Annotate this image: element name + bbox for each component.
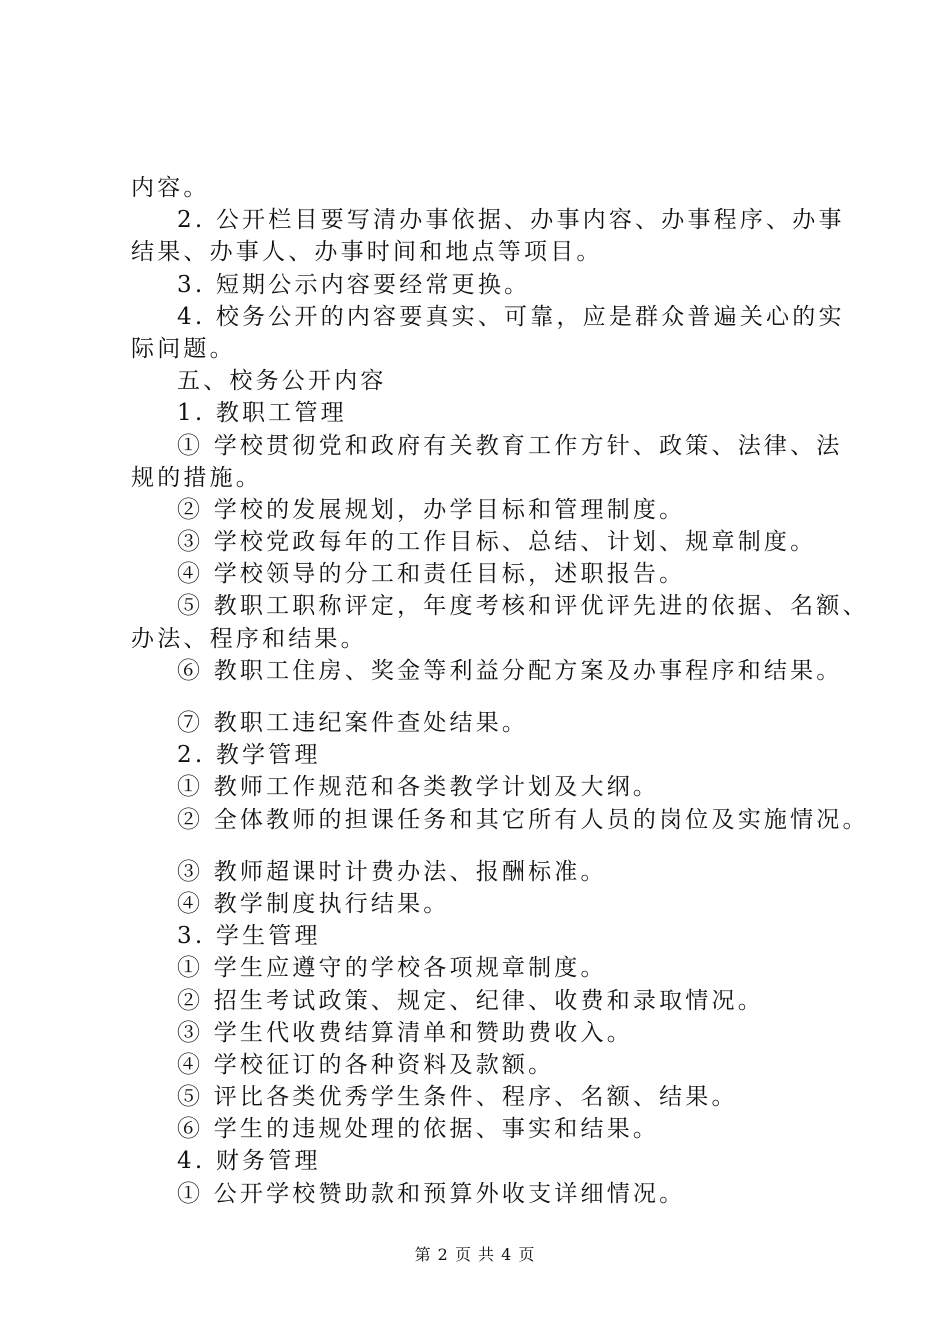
text-line: ⑤ 评比各类优秀学生条件、程序、名额、结果。 bbox=[177, 1084, 738, 1111]
text-line: ③ 学校党政每年的工作目标、总结、计划、规章制度。 bbox=[177, 529, 817, 556]
text-line: 五、校务公开内容 bbox=[177, 368, 387, 395]
text-line: ② 全体教师的担课任务和其它所有人员的岗位及实施情况。 bbox=[177, 806, 869, 833]
text-line: 规的措施。 bbox=[131, 464, 262, 491]
text-line: 2. 教学管理 bbox=[177, 742, 321, 769]
document-body bbox=[131, 172, 869, 1210]
text-line: ④ 学校领导的分工和责任目标，述职报告。 bbox=[177, 561, 686, 588]
text-line: 办法、程序和结果。 bbox=[131, 625, 367, 652]
text-line: ⑥ 教职工住房、奖金等利益分配方案及办事程序和结果。 bbox=[177, 657, 843, 684]
text-line: 3. 学生管理 bbox=[177, 923, 321, 950]
text-line: 内容。 bbox=[131, 175, 210, 201]
text-line: ① 教师工作规范和各类教学计划及大纲。 bbox=[177, 774, 660, 801]
text-line: ① 学生应遵守的学校各项规章制度。 bbox=[177, 955, 607, 982]
text-line: ⑦ 教职工违纪案件查处结果。 bbox=[177, 710, 529, 736]
text-line: ② 学校的发展规划，办学目标和管理制度。 bbox=[177, 496, 686, 523]
text-line: 结果、办事人、办事时间和地点等项目。 bbox=[131, 239, 603, 266]
text-line: ① 学校贯彻党和政府有关教育工作方针、政策、法律、法 bbox=[177, 432, 843, 459]
blank-line bbox=[131, 836, 851, 856]
text-line: ⑥ 学生的违规处理的依据、事实和结果。 bbox=[177, 1116, 660, 1143]
text-line: ④ 学校征订的各种资料及款额。 bbox=[177, 1051, 555, 1078]
text-line: ⑤ 教职工职称评定，年度考核和评优评先进的依据、名额、 bbox=[177, 593, 869, 620]
text-line: 4. 财务管理 bbox=[177, 1148, 321, 1175]
text-line: ③ 学生代收费结算清单和赞助费收入。 bbox=[177, 1019, 633, 1046]
page-footer: 第 2 页 共 4 页 bbox=[414, 1245, 536, 1264]
text-line: ② 招生考试政策、规定、纪律、收费和录取情况。 bbox=[177, 987, 764, 1014]
text-line: 3. 短期公示内容要经常更换。 bbox=[177, 271, 531, 298]
text-line: 际问题。 bbox=[131, 335, 236, 362]
text-line: ③ 教师超课时计费办法、报酬标准。 bbox=[177, 858, 607, 885]
text-line: 1. 教职工管理 bbox=[177, 400, 347, 427]
blank-line bbox=[131, 687, 851, 707]
text-line: 4. 校务公开的内容要真实、可靠，应是群众普遍关心的实 bbox=[177, 303, 845, 330]
text-line: ① 公开学校赞助款和预算外收支详细情况。 bbox=[177, 1180, 686, 1207]
text-line: 2. 公开栏目要写清办事依据、办事内容、办事程序、办事 bbox=[177, 207, 845, 234]
text-line: ④ 教学制度执行结果。 bbox=[177, 890, 450, 917]
